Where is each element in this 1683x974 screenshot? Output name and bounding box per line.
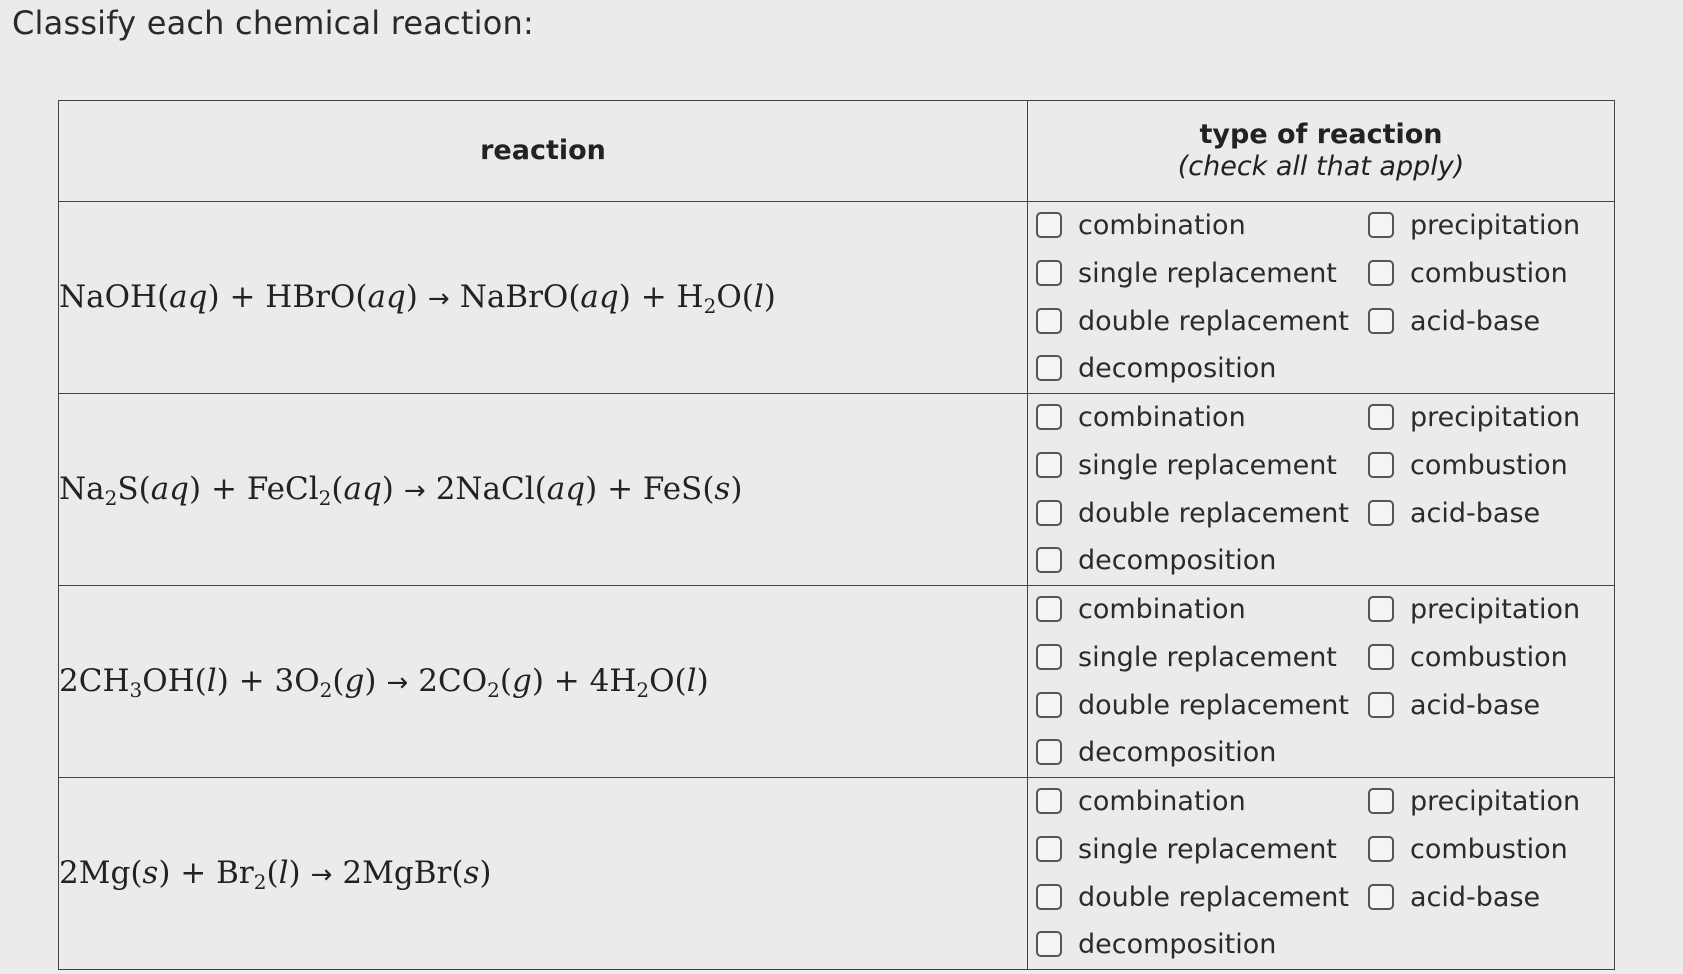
checkbox-acid-base[interactable]: acid-base xyxy=(1368,690,1540,721)
checkbox-icon[interactable] xyxy=(1036,547,1062,573)
header-type: type of reaction (check all that apply) xyxy=(1028,101,1615,202)
checkbox-double-replacement[interactable]: double replacement xyxy=(1036,306,1349,337)
checkbox-double-replacement[interactable]: double replacement xyxy=(1036,498,1349,529)
checkbox-icon[interactable] xyxy=(1036,500,1062,526)
checkbox-combustion[interactable]: combustion xyxy=(1368,642,1568,673)
checkbox-combustion[interactable]: combustion xyxy=(1368,834,1568,865)
checkbox-icon[interactable] xyxy=(1036,884,1062,910)
checkbox-precipitation[interactable]: precipitation xyxy=(1368,210,1580,241)
checkbox-icon[interactable] xyxy=(1036,404,1062,430)
checkbox-icon[interactable] xyxy=(1368,788,1394,814)
checkbox-icon[interactable] xyxy=(1368,644,1394,670)
checkbox-combination[interactable]: combination xyxy=(1036,594,1246,625)
checkbox-icon[interactable] xyxy=(1036,739,1062,765)
checkbox-icon[interactable] xyxy=(1036,212,1062,238)
checkbox-icon[interactable] xyxy=(1368,500,1394,526)
table-row xyxy=(59,777,1615,969)
checkbox-icon[interactable] xyxy=(1036,355,1062,381)
checkbox-icon[interactable] xyxy=(1368,404,1394,430)
reaction-type-options xyxy=(1028,393,1615,585)
checkbox-icon[interactable] xyxy=(1036,836,1062,862)
checkbox-icon[interactable] xyxy=(1368,308,1394,334)
checkbox-icon[interactable] xyxy=(1368,884,1394,910)
checkbox-icon[interactable] xyxy=(1368,452,1394,478)
checkbox-acid-base[interactable]: acid-base xyxy=(1368,498,1540,529)
checkbox-icon[interactable] xyxy=(1368,260,1394,286)
checkbox-icon[interactable] xyxy=(1368,836,1394,862)
checkbox-combination[interactable]: combination xyxy=(1036,402,1246,433)
checkbox-icon[interactable] xyxy=(1036,452,1062,478)
checkbox-combination[interactable]: combination xyxy=(1036,786,1246,817)
checkbox-acid-base[interactable]: acid-base xyxy=(1368,306,1540,337)
checkbox-combustion[interactable]: combustion xyxy=(1368,450,1568,481)
checkbox-decomposition[interactable]: decomposition xyxy=(1036,737,1276,768)
checkbox-combustion[interactable]: combustion xyxy=(1368,258,1568,289)
checkbox-icon[interactable] xyxy=(1368,596,1394,622)
checkbox-icon[interactable] xyxy=(1036,596,1062,622)
checkbox-double-replacement[interactable]: double replacement xyxy=(1036,690,1349,721)
reaction-type-options xyxy=(1028,585,1615,777)
prompt-text: Classify each chemical reaction: xyxy=(12,4,534,42)
checkbox-single-replacement[interactable]: single replacement xyxy=(1036,258,1337,289)
checkbox-precipitation[interactable]: precipitation xyxy=(1368,594,1580,625)
checkbox-combination[interactable]: combination xyxy=(1036,210,1246,241)
checkbox-precipitation[interactable]: precipitation xyxy=(1368,402,1580,433)
reaction-table xyxy=(58,100,1615,970)
checkbox-icon[interactable] xyxy=(1036,260,1062,286)
checkbox-single-replacement[interactable]: single replacement xyxy=(1036,450,1337,481)
table-row xyxy=(59,201,1615,393)
reaction-type-options xyxy=(1028,201,1615,393)
checkbox-icon[interactable] xyxy=(1368,692,1394,718)
checkbox-precipitation[interactable]: precipitation xyxy=(1368,786,1580,817)
checkbox-decomposition[interactable]: decomposition xyxy=(1036,545,1276,576)
reaction-equation: NaOH(aq) + HBrO(aq) → NaBrO(aq) + $H_2O(l)$ xyxy=(59,201,1028,393)
checkbox-decomposition[interactable]: decomposition xyxy=(1036,929,1276,960)
checkbox-decomposition[interactable]: decomposition xyxy=(1036,353,1276,384)
checkbox-icon[interactable] xyxy=(1368,212,1394,238)
reaction-equation: $Na_2S(aq)$ + FeCl$_2$(aq) → 2NaCl(aq) + FeS(s) xyxy=(59,393,1028,585)
checkbox-single-replacement[interactable]: single replacement xyxy=(1036,834,1337,865)
checkbox-icon[interactable] xyxy=(1036,788,1062,814)
header-reaction: reaction xyxy=(59,101,1028,202)
checkbox-icon[interactable] xyxy=(1036,644,1062,670)
checkbox-acid-base[interactable]: acid-base xyxy=(1368,882,1540,913)
reaction-equation: $2Mg(s) + Br_2(l)$ → 2MgBr(s) xyxy=(59,777,1028,969)
checkbox-icon[interactable] xyxy=(1036,931,1062,957)
checkbox-single-replacement[interactable]: single replacement xyxy=(1036,642,1337,673)
checkbox-double-replacement[interactable]: double replacement xyxy=(1036,882,1349,913)
table-row xyxy=(59,393,1615,585)
checkbox-icon[interactable] xyxy=(1036,692,1062,718)
reaction-type-options xyxy=(1028,777,1615,969)
reaction-equation: $2CH_3OH(l) + 3O_2(g) \to 2CO_2(g) + 4H_2O(l)$ xyxy=(59,585,1028,777)
table-row xyxy=(59,585,1615,777)
checkbox-icon[interactable] xyxy=(1036,308,1062,334)
